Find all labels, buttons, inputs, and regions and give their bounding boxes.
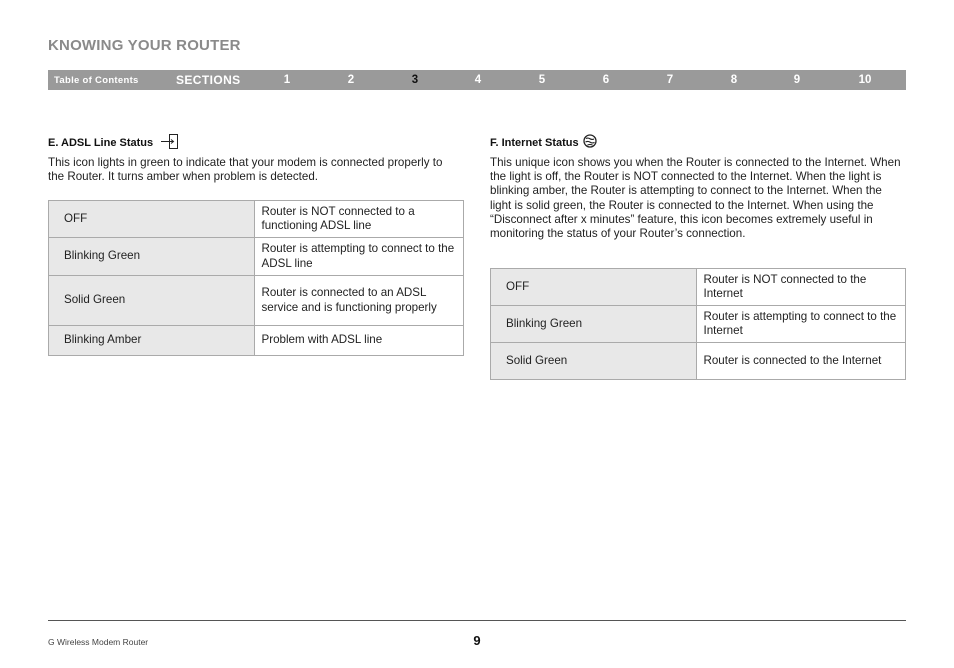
section-link-8[interactable]: 8 (730, 74, 738, 86)
internet-status-title: F. Internet Status (490, 136, 579, 149)
status-state-cell: Blinking Green (49, 238, 255, 276)
sections-label: SECTIONS (176, 73, 241, 87)
table-row (49, 276, 464, 326)
status-state-cell: Solid Green (491, 343, 697, 380)
status-description-cell: Router is NOT connected to the Internet (697, 269, 906, 306)
table-row (491, 306, 906, 343)
status-description-cell: Router is attempting to connect to the ADSL line (255, 238, 464, 276)
table-row (49, 238, 464, 276)
section-link-6[interactable]: 6 (602, 74, 610, 86)
section-link-1[interactable]: 1 (283, 74, 291, 86)
status-state-cell: OFF (49, 201, 255, 238)
page-header-title: KNOWING YOUR ROUTER (48, 37, 241, 54)
footer-divider (48, 620, 906, 621)
section-link-10[interactable]: 10 (858, 74, 872, 86)
status-description-cell: Problem with ADSL line (255, 326, 464, 356)
internet-status-heading (490, 134, 597, 151)
section-link-4[interactable]: 4 (474, 74, 482, 86)
adsl-line-status-heading (48, 134, 179, 152)
adsl-line-status-title: E. ADSL Line Status (48, 137, 154, 149)
status-description-cell: Router is connected to the Internet (697, 343, 906, 380)
status-description-cell: Router is connected to an ADSL service and is functioning properly (255, 276, 464, 326)
internet-status-description: This unique icon shows you when the Router is connected to the Internet. When the light is off, the Router is NOT connected to the Internet. When the light is blinking amber, the Router is attempting to connect to the Internet. When the light is solid green, the Router is connected to the Internet. When using the “Disconnect after x minutes” feature, this icon becomes extremely useful in monitoring the status of your Router’s connection. (490, 156, 901, 241)
section-nav-bar (48, 70, 906, 90)
internet-status-table (490, 268, 906, 380)
table-of-contents-link[interactable]: Table of Contents (54, 75, 139, 86)
status-state-cell: Blinking Amber (49, 326, 255, 356)
section-link-5[interactable]: 5 (538, 74, 546, 86)
section-link-3[interactable]: 3 (411, 74, 419, 86)
table-row (49, 326, 464, 356)
adsl-line-icon (161, 134, 179, 152)
page-number: 9 (473, 633, 481, 648)
status-state-cell: Blinking Green (491, 306, 697, 343)
footer-product-name: G Wireless Modem Router (48, 637, 149, 647)
adsl-line-status-description: This icon lights in green to indicate that your modem is connected properly to the Router. It turns amber when problem is detected. (48, 156, 443, 184)
table-row (49, 201, 464, 238)
adsl-status-table (48, 200, 464, 356)
section-link-7[interactable]: 7 (666, 74, 674, 86)
section-link-9[interactable]: 9 (793, 74, 801, 86)
table-row (491, 269, 906, 306)
table-row (491, 343, 906, 380)
globe-icon (583, 134, 597, 151)
status-state-cell: Solid Green (49, 276, 255, 326)
status-description-cell: Router is attempting to connect to the Internet (697, 306, 906, 343)
section-link-2[interactable]: 2 (347, 74, 355, 86)
status-state-cell: OFF (491, 269, 697, 306)
status-description-cell: Router is NOT connected to a functioning ADSL line (255, 201, 464, 238)
